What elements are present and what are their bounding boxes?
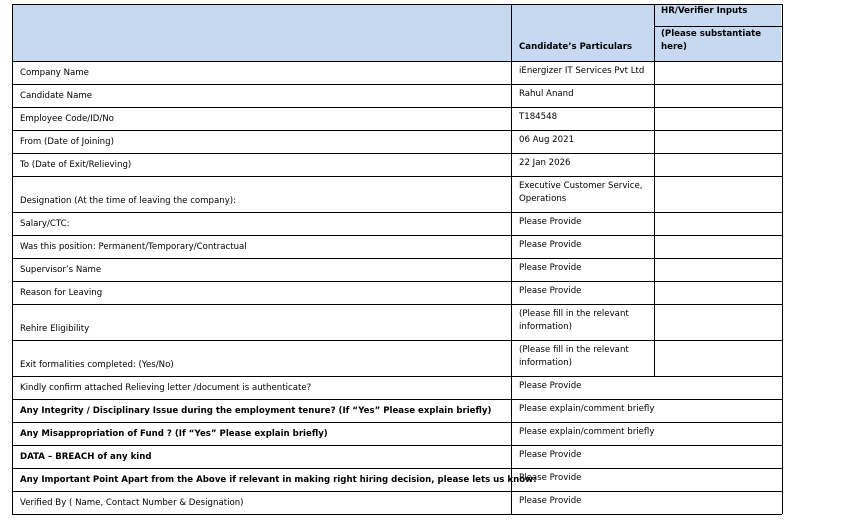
row-value[interactable]: Please Provide (519, 473, 582, 483)
verifier-input-cell[interactable] (655, 131, 782, 153)
row-label: DATA – BREACH of any kind (20, 452, 152, 462)
row-divider (12, 514, 782, 515)
row-value[interactable]: Please explain/comment briefly (519, 404, 655, 414)
row-label: Rehire Eligibility (20, 324, 90, 334)
row-label: Any Integrity / Disciplinary Issue during the employment tenure? (If “Yes” Please explain briefly) (20, 406, 492, 416)
row-divider (12, 491, 782, 492)
row-label: Exit formalities completed: (Yes/No) (20, 360, 174, 370)
row-value[interactable]: Rahul Anand (519, 89, 574, 99)
verifier-input-cell[interactable] (655, 108, 782, 130)
left-border (12, 4, 13, 514)
row-value[interactable]: T184548 (519, 112, 558, 122)
row-value[interactable]: iEnergizer IT Services Pvt Ltd (519, 66, 645, 76)
row-divider (12, 445, 782, 446)
verifier-input-cell[interactable] (655, 259, 782, 281)
right-border (782, 4, 783, 514)
row-label: Was this position: Permanent/Temporary/Contractual (20, 242, 247, 252)
row-label: Designation (At the time of leaving the company): (20, 196, 237, 206)
row-label: Candidate Name (20, 91, 93, 101)
column-divider-particulars (511, 4, 512, 514)
row-value[interactable]: Please Provide (519, 381, 582, 391)
verifier-input-cell[interactable] (655, 236, 782, 258)
verifier-input-cell[interactable] (655, 305, 782, 340)
row-value[interactable]: Please Provide (519, 450, 582, 460)
verifier-input-cell[interactable] (655, 154, 782, 176)
row-label: Company Name (20, 68, 89, 78)
verifier-input-cell[interactable] (655, 282, 782, 304)
row-label: Any Misappropriation of Fund ? (If “Yes” Please explain briefly) (20, 429, 328, 439)
row-value[interactable]: 06 Aug 2021 (519, 135, 575, 145)
row-value[interactable]: (Please fill in the relevant information) (519, 345, 629, 368)
row-label: Reason for Leaving (20, 288, 103, 298)
row-label: Supervisor’s Name (20, 265, 102, 275)
header-shade-left (12, 4, 511, 61)
verifier-input-cell[interactable] (655, 62, 782, 84)
verifier-input-cell[interactable] (655, 341, 782, 376)
row-divider (12, 468, 782, 469)
verifier-header-divider (654, 26, 782, 27)
row-label: From (Date of Joining) (20, 137, 114, 147)
row-label: To (Date of Exit/Relieving) (20, 160, 132, 170)
top-border (12, 4, 782, 5)
row-value[interactable]: 22 Jan 2026 (519, 158, 571, 168)
row-value[interactable]: (Please fill in the relevant information) (519, 309, 629, 332)
particulars-header: Candidate’s Particulars (519, 42, 633, 52)
row-divider (12, 422, 782, 423)
row-label: Salary/CTC: (20, 219, 70, 229)
row-label: Kindly confirm attached Relieving letter /document is authenticate? (20, 383, 312, 393)
verification-form-table (12, 4, 782, 515)
row-label: Verified By ( Name, Contact Number & Designation) (20, 498, 244, 508)
verifier-input-cell[interactable] (655, 213, 782, 235)
verifier-input-cell[interactable] (655, 85, 782, 107)
verifier-subheader: (Please substantiate here) (661, 29, 762, 52)
row-value[interactable]: Please Provide (519, 496, 582, 506)
row-label: Any Important Point Apart from the Above if relevant in making right hiring decision, please lets us know: (20, 475, 537, 485)
verifier-header: HR/Verifier Inputs (661, 6, 748, 16)
row-value[interactable]: Please Provide (519, 263, 582, 273)
verifier-input-cell[interactable] (655, 177, 782, 212)
row-value[interactable]: Please Provide (519, 217, 582, 227)
row-value[interactable]: Please Provide (519, 286, 582, 296)
row-label: Employee Code/ID/No (20, 114, 114, 124)
row-value[interactable]: Please Provide (519, 240, 582, 250)
row-divider (12, 376, 782, 377)
row-divider (12, 399, 782, 400)
row-value[interactable]: Executive Customer Service, Operations (519, 181, 643, 204)
row-value[interactable]: Please explain/comment briefly (519, 427, 655, 437)
